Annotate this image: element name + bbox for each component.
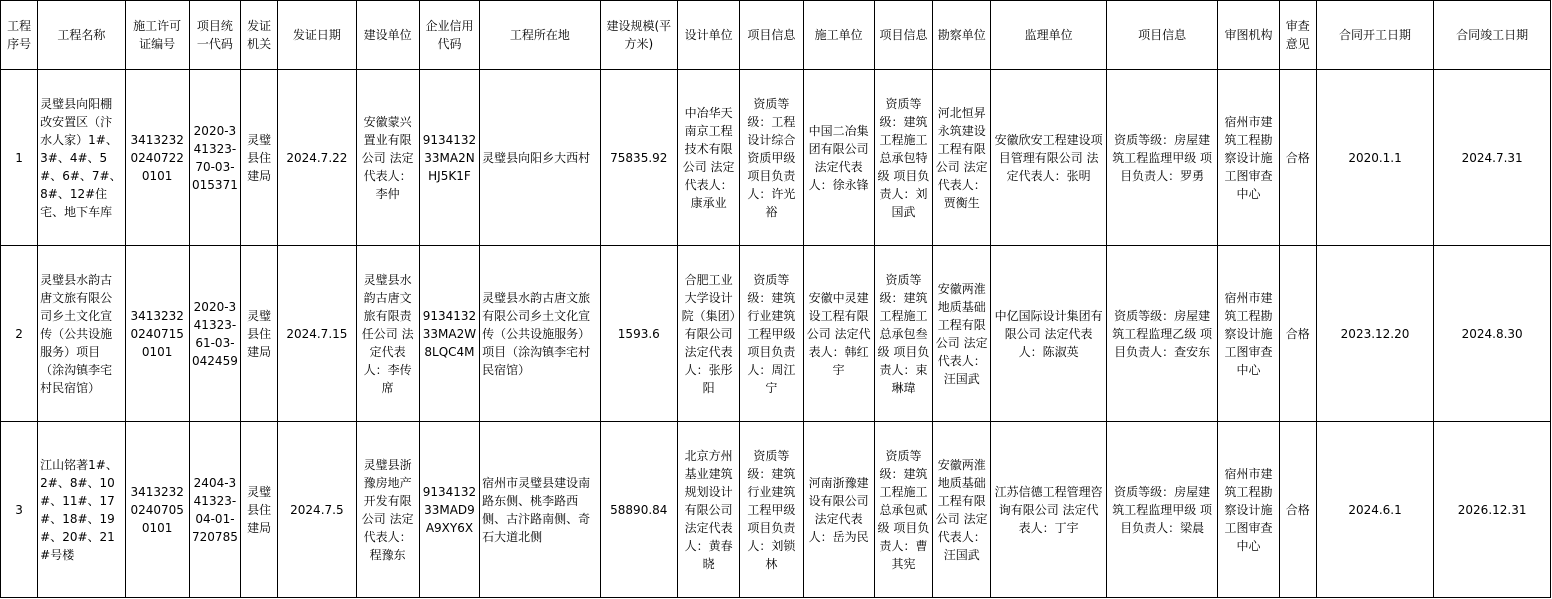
cell-permit-number: 341323202407150101 xyxy=(125,246,189,422)
table-row xyxy=(1,246,1551,422)
header-cell: 审查意见 xyxy=(1279,1,1316,70)
table-row xyxy=(1,70,1551,246)
cell-project-code: 2020-341323-70-03-015371 xyxy=(189,70,240,246)
cell-contract-end: 2026.12.31 xyxy=(1434,422,1551,598)
header-cell: 发证日期 xyxy=(278,1,356,70)
cell-construction-unit: 安徽中灵建设工程有限公司 法定代表人：韩红宇 xyxy=(803,246,874,422)
cell-construction-unit: 河南浙豫建设有限公司 法定代表人：岳为民 xyxy=(803,422,874,598)
cell-scale: 1593.6 xyxy=(600,246,677,422)
cell-survey-unit: 安徽两淮地质基础工程有限公司 法定代表人：汪国武 xyxy=(933,422,991,598)
header-cell: 建设规模(平方米) xyxy=(600,1,677,70)
header-cell: 勘察单位 xyxy=(933,1,991,70)
header-cell: 企业信用代码 xyxy=(419,1,479,70)
header-cell: 设计单位 xyxy=(677,1,739,70)
header-row xyxy=(1,1,1551,70)
cell-contract-start: 2020.1.1 xyxy=(1316,70,1434,246)
cell-contract-end: 2024.7.31 xyxy=(1434,70,1551,246)
cell-contract-start: 2024.6.1 xyxy=(1316,422,1434,598)
cell-issue-date: 2024.7.15 xyxy=(278,246,356,422)
cell-project-code: 2020-341323-61-03-042459 xyxy=(189,246,240,422)
header-cell: 项目信息 xyxy=(874,1,932,70)
cell-review-agency: 宿州市建筑工程勘察设计施工图审查中心 xyxy=(1218,70,1279,246)
cell-construction-info: 资质等级：建筑工程施工总承包特级 项目负责人：刘国武 xyxy=(874,70,932,246)
header-cell: 项目信息 xyxy=(740,1,803,70)
cell-review-opinion: 合格 xyxy=(1279,246,1316,422)
cell-issuing-authority: 灵璧县住建局 xyxy=(241,422,278,598)
cell-serial: 1 xyxy=(1,70,38,246)
cell-supervision-info: 资质等级：房屋建筑工程监理乙级 项目负责人：查安东 xyxy=(1106,246,1218,422)
cell-developer: 灵璧县水韵古唐文旅有限责任公司 法定代表人：李传席 xyxy=(356,246,419,422)
cell-scale: 58890.84 xyxy=(600,422,677,598)
cell-construction-info: 资质等级：建筑工程施工总承包叁级 项目负责人：束琳瑋 xyxy=(874,246,932,422)
header-cell: 施工单位 xyxy=(803,1,874,70)
cell-location: 宿州市灵璧县建设南路东侧、桃李路西侧、古汴路南侧、奇石大道北侧 xyxy=(480,422,601,598)
cell-survey-unit: 河北恒昇永筑建设工程有限公司 法定代表人：贾衡生 xyxy=(933,70,991,246)
cell-review-agency: 宿州市建筑工程勘察设计施工图审查中心 xyxy=(1218,422,1279,598)
cell-credit-code: 913413233MA2W8LQC4M xyxy=(419,246,479,422)
header-cell: 合同开工日期 xyxy=(1316,1,1434,70)
header-cell: 项目信息 xyxy=(1106,1,1218,70)
cell-developer: 安徽蒙兴置业有限公司 法定代表人：李仲 xyxy=(356,70,419,246)
header-cell: 合同竣工日期 xyxy=(1434,1,1551,70)
cell-issue-date: 2024.7.5 xyxy=(278,422,356,598)
cell-location: 灵璧县水韵古唐文旅有限公司乡土文化宣传（公共设施服务）项目（涂沟镇李宅村民宿馆） xyxy=(480,246,601,422)
cell-location: 灵璧县向阳乡大西村 xyxy=(480,70,601,246)
cell-supervision-info: 资质等级：房屋建筑工程监理甲级 项目负责人：梁晨 xyxy=(1106,422,1218,598)
cell-permit-number: 341323202407050101 xyxy=(125,422,189,598)
header-cell: 工程序号 xyxy=(1,1,38,70)
cell-credit-code: 913413233MAD9A9XY6X xyxy=(419,422,479,598)
cell-serial: 2 xyxy=(1,246,38,422)
cell-permit-number: 341323202407220101 xyxy=(125,70,189,246)
cell-project-name: 灵璧县水韵古唐文旅有限公司乡土文化宣传（公共设施服务）项目（涂沟镇李宅村民宿馆） xyxy=(38,246,125,422)
cell-project-code: 2404-341323-04-01-720785 xyxy=(189,422,240,598)
header-cell: 发证机关 xyxy=(241,1,278,70)
cell-developer: 灵璧县浙豫房地产开发有限公司 法定代表人：程豫东 xyxy=(356,422,419,598)
cell-review-opinion: 合格 xyxy=(1279,422,1316,598)
header-cell: 项目统一代码 xyxy=(189,1,240,70)
table-row xyxy=(1,422,1551,598)
cell-contract-end: 2024.8.30 xyxy=(1434,246,1551,422)
cell-supervision-unit: 中亿国际设计集团有限公司 法定代表人：陈淑英 xyxy=(991,246,1107,422)
cell-design-info: 资质等级：工程设计综合资质甲级 项目负责人：许光裕 xyxy=(740,70,803,246)
cell-scale: 75835.92 xyxy=(600,70,677,246)
header-cell: 审图机构 xyxy=(1218,1,1279,70)
header-cell: 施工许可证编号 xyxy=(125,1,189,70)
header-cell: 建设单位 xyxy=(356,1,419,70)
cell-design-info: 资质等级：建筑行业建筑工程甲级 项目负责人：刘锁林 xyxy=(740,422,803,598)
cell-design-unit: 合肥工业大学设计院（集团）有限公司 法定代表人：张彤阳 xyxy=(677,246,739,422)
cell-design-unit: 中冶华天南京工程技术有限公司 法定代表人：康承业 xyxy=(677,70,739,246)
cell-survey-unit: 安徽两淮地质基础工程有限公司 法定代表人：汪国武 xyxy=(933,246,991,422)
cell-review-agency: 宿州市建筑工程勘察设计施工图审查中心 xyxy=(1218,246,1279,422)
header-cell: 工程名称 xyxy=(38,1,125,70)
cell-construction-unit: 中国二冶集团有限公司 法定代表人：徐永锋 xyxy=(803,70,874,246)
header-cell: 监理单位 xyxy=(991,1,1107,70)
cell-issue-date: 2024.7.22 xyxy=(278,70,356,246)
cell-review-opinion: 合格 xyxy=(1279,70,1316,246)
cell-design-info: 资质等级：建筑行业建筑工程甲级 项目负责人：周江宁 xyxy=(740,246,803,422)
cell-supervision-unit: 江苏信德工程管理咨询有限公司 法定代表人：丁宇 xyxy=(991,422,1107,598)
cell-construction-info: 资质等级：建筑工程施工总承包贰级 项目负责人：曹其宪 xyxy=(874,422,932,598)
cell-project-name: 江山铭著1#、2#、8#、10#、11#、17#、18#、19#、20#、21#号楼 xyxy=(38,422,125,598)
cell-contract-start: 2023.12.20 xyxy=(1316,246,1434,422)
cell-design-unit: 北京方州基业建筑规划设计有限公司 法定代表人：黄春晓 xyxy=(677,422,739,598)
cell-credit-code: 913413233MA2NHJ5K1F xyxy=(419,70,479,246)
cell-serial: 3 xyxy=(1,422,38,598)
cell-issuing-authority: 灵璧县住建局 xyxy=(241,246,278,422)
cell-project-name: 灵璧县向阳棚改安置区（汴水人家）1#、3#、4#、5#、6#、7#、8#、12#住宅、地下车库 xyxy=(38,70,125,246)
cell-supervision-unit: 安徽欣安工程建设项目管理有限公司 法定代表人：张明 xyxy=(991,70,1107,246)
cell-supervision-info: 资质等级：房屋建筑工程监理甲级 项目负责人：罗勇 xyxy=(1106,70,1218,246)
cell-issuing-authority: 灵璧县住建局 xyxy=(241,70,278,246)
header-cell: 工程所在地 xyxy=(480,1,601,70)
